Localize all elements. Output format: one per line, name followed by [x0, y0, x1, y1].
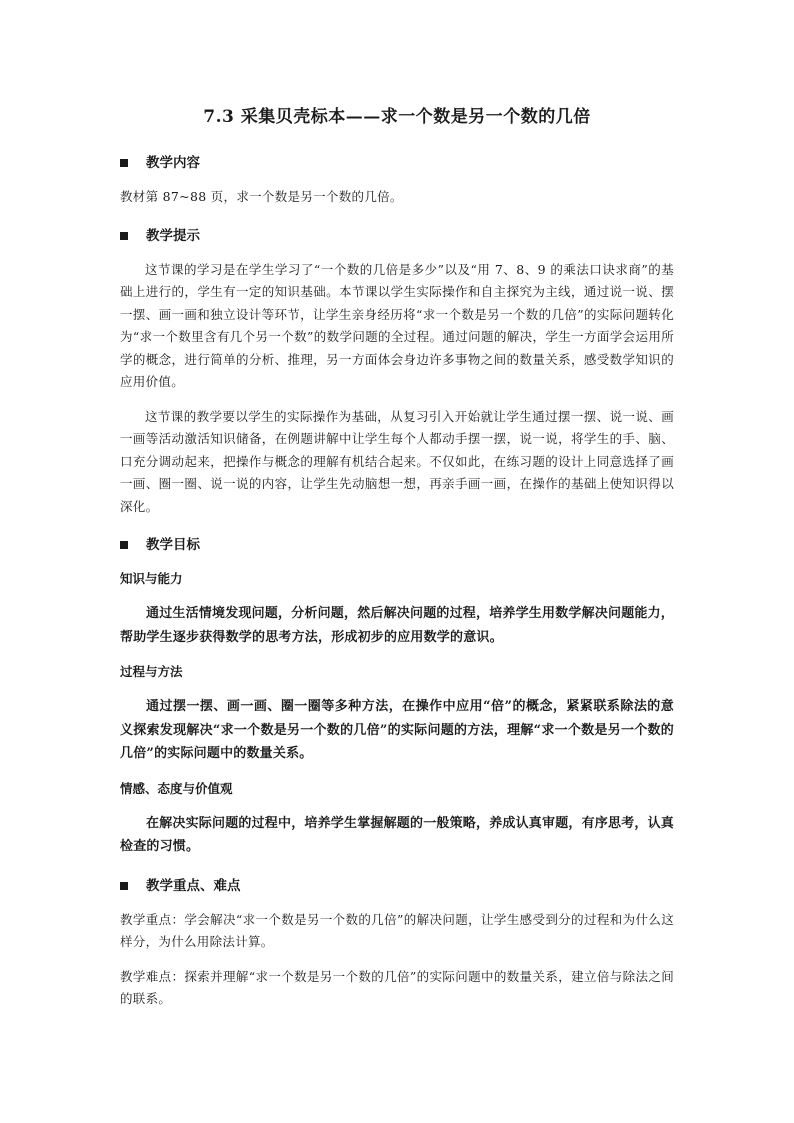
subheading-process: 过程与方法 [120, 664, 183, 679]
subheading-knowledge: 知识与能力 [120, 571, 183, 586]
difficulty-text: 教学难点：探索并理解“求一个数是另一个数的几倍”的实际问题中的数量关系，建立倍与除法之间的联系。 [120, 968, 674, 1006]
knowledge-text: 通过生活情境发现问题，分析问题，然后解决问题的过程，培养学生用数学解决问题能力，帮助学生逐步获得数学的思考方法，形成初步的应用数学的意识。 [120, 606, 675, 645]
section-heading-goals [120, 534, 674, 556]
section-heading-content [120, 152, 674, 174]
focus-text: 教学重点：学会解决“求一个数是另一个数的几倍”的解决问题，让学生感受到分的过程和为什么这样分，为什么用除法计算。 [120, 911, 674, 949]
section-heading-tips [120, 225, 674, 247]
tips-paragraph-1: 这节课的学习是在学生学习了“一个数的几倍是多少”以及“用 7、8、9 的乘法口诀求商”的基础上进行的，学生有一定的知识基础。本节课以学生实际操作和自主探究为主线，通过说一说、摆一摆、画一画和独立设计等环节，让学生亲身经历将“求一个数是另一个数的几倍”的实际问题转化为“求一个数里含有几个另一个数”的数学问题的全过程。通过问题的解决，学生一方面学会运用所学的概念，进行简单的分析、推理，另一方面体会身边许多事物之间的数量关系，感受数学知识的应用价值。 [120, 261, 674, 389]
section-heading-label: 教学重点、难点 [146, 877, 241, 894]
section-heading-label: 教学目标 [146, 537, 200, 553]
subheading-emotion: 情感、态度与价值观 [120, 780, 233, 796]
square-bullet-icon [120, 159, 128, 167]
emotion-text: 在解决实际问题的过程中，培养学生掌握解题的一般策略，养成认真审题，有序思考，认真检查的习惯。 [120, 815, 675, 854]
square-bullet-icon [120, 541, 128, 549]
tips-paragraph-2: 这节课的教学要以学生的实际操作为基础，从复习引入开始就让学生通过摆一摆、说一说、画一画等活动激活知识储备，在例题讲解中让学生每个人都动手摆一摆，说一说，将学生的手、脑、口充分调动起来，把操作与概念的理解有机结合起来。不仅如此，在练习题的设计上同意选择了画一画、圈一圈、说一说的内容，让学生先动脑想一想，再亲手画一画，在操作的基础上使知识得以深化。 [120, 408, 674, 514]
content-text: 教材第 87~88 页，求一个数是另一个数的几倍。 [120, 189, 403, 204]
square-bullet-icon [120, 232, 128, 240]
section-heading-label: 教学提示 [146, 227, 200, 244]
page-title: 7.3 采集贝壳标本——求一个数是另一个数的几倍 [203, 107, 591, 127]
square-bullet-icon [120, 882, 128, 890]
process-text: 通过摆一摆、画一画、圈一圈等多种方法，在操作中应用“倍”的概念，紧紧联系除法的意义探索发现解决“求一个数是另一个数的几倍”的实际问题的方法，理解“求一个数是另一个数的几倍”的实际问题中的数量关系。 [120, 699, 674, 761]
section-heading-keypoints [120, 875, 674, 897]
section-heading-label: 教学内容 [146, 155, 200, 171]
